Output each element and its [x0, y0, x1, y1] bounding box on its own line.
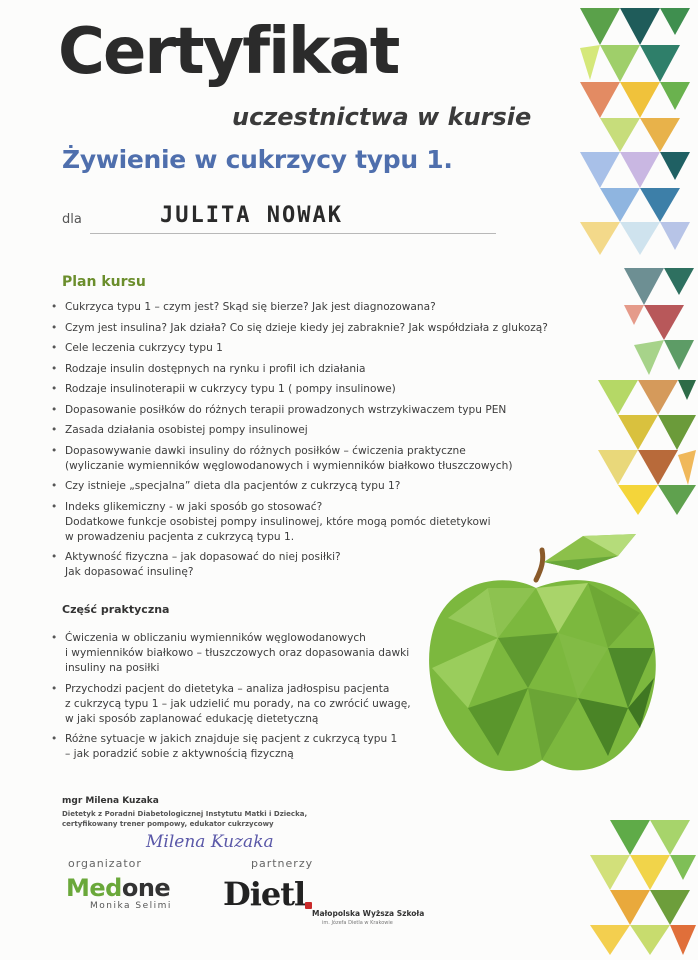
list-item [48, 403, 548, 418]
list-item-text: Rodzaje insulin dostępnych na rynku i profil ich działania [65, 362, 366, 375]
author-description: Dietetyk z Poradni Diabetologicznej Instytutu Matki i Dziecka, certyfikowany trener pompowy, edukator cukrzycowy [62, 810, 308, 828]
apple-illustration [418, 528, 668, 778]
list-item-text: Dopasowanie posiłków do różnych terapii prowadzonych wstrzykiwaczem typu PEN [65, 403, 507, 416]
list-item [48, 631, 418, 676]
practical-list [48, 631, 418, 768]
recipient-prefix: dla [62, 212, 82, 227]
list-item-text: Czym jest insulina? Jak działa? Co się dzieje kiedy jej zabraknie? Jak współdziała z glukozą? [65, 321, 548, 334]
partner-school-subtitle: im. Józefa Dietla w Krakowie [322, 920, 393, 926]
list-item-text: Przychodzi pacjent do dietetyka – analiza jadłospisu pacjenta z cukrzycą typu 1 – jak udzielić mu porady, na co zwrócić uwagę, w jaki sposób zaplanować edukację dietetyczną [65, 682, 411, 725]
author-name: mgr Milena Kuzaka [62, 796, 159, 806]
list-item [48, 732, 418, 762]
dietl-logo: Dietl [223, 875, 306, 913]
list-item [48, 444, 548, 474]
recipient-name: JULITA NOWAK [160, 203, 343, 228]
list-item-text: Dopasowywanie dawki insuliny do różnych posiłków – ćwiczenia praktyczne (wyliczanie wymienników węglowodanowych i wymienników białkowo tłuszczowych) [65, 444, 513, 472]
list-item [48, 341, 548, 356]
medone-logo-prefix: Med [66, 874, 122, 902]
list-item [48, 362, 548, 377]
list-item [48, 479, 548, 494]
list-item-text: Cele leczenia cukrzycy typu 1 [65, 342, 223, 354]
name-underline [90, 233, 496, 234]
list-item-text: Różne sytuacje w jakich znajduje się pacjent z cukrzycą typu 1 – jak poradzić sobie z aktywnością fizyczną [65, 733, 398, 760]
certificate-subtitle: uczestnictwa w kursie [232, 103, 532, 131]
course-name: Żywienie w cukrzycy typu 1. [62, 145, 453, 174]
list-item-text: Cukrzyca typu 1 – czym jest? Skąd się bierze? Jak jest diagnozowana? [65, 301, 436, 313]
list-item [48, 300, 548, 315]
list-item-text: Czy istnieje „specjalna” dieta dla pacjentów z cukrzycą typu 1? [65, 480, 401, 492]
medone-logo-suffix: one [121, 874, 171, 902]
list-item [48, 682, 418, 727]
list-item-text: Aktywność fizyczna – jak dopasować do niej posiłki? Jak dopasować insulinę? [65, 551, 341, 578]
list-item-text: Indeks glikemiczny - w jaki sposób go stosować? Dodatkowe funkcje osobistej pompy insulinowej, które mogą pomóc dietetykowi w prowadzeniu pacjenta z cukrzycą typu 1. [65, 500, 491, 543]
list-item [48, 321, 548, 336]
geometric-triangle-pattern [558, 0, 698, 960]
list-item-text: Ćwiczenia w obliczaniu wymienników węglowodanowych i wymienników białkowo – tłuszczowych oraz dopasowania dawki insuliny na posiłki [65, 632, 410, 674]
certificate-title: Certyfikat [58, 15, 399, 89]
list-item-text: Rodzaje insulinoterapii w cukrzycy typu 1 ( pompy insulinowe) [65, 383, 396, 395]
medone-subtitle: Monika Selimi [90, 901, 172, 911]
dietl-logo-dot [305, 902, 312, 909]
handwritten-signature: Milena Kuzaka [146, 832, 274, 852]
partners-label: partnerzy [251, 857, 314, 870]
partner-school-name: Małopolska Wyższa Szkoła [312, 909, 425, 918]
plan-title: Plan kursu [62, 274, 146, 290]
list-item [48, 423, 548, 438]
list-item-text: Zasada działania osobistej pompy insulinowej [65, 424, 308, 436]
practical-title: Część praktyczna [62, 603, 170, 616]
organizer-label: organizator [68, 857, 142, 870]
list-item [48, 382, 548, 397]
medone-logo [66, 874, 170, 902]
